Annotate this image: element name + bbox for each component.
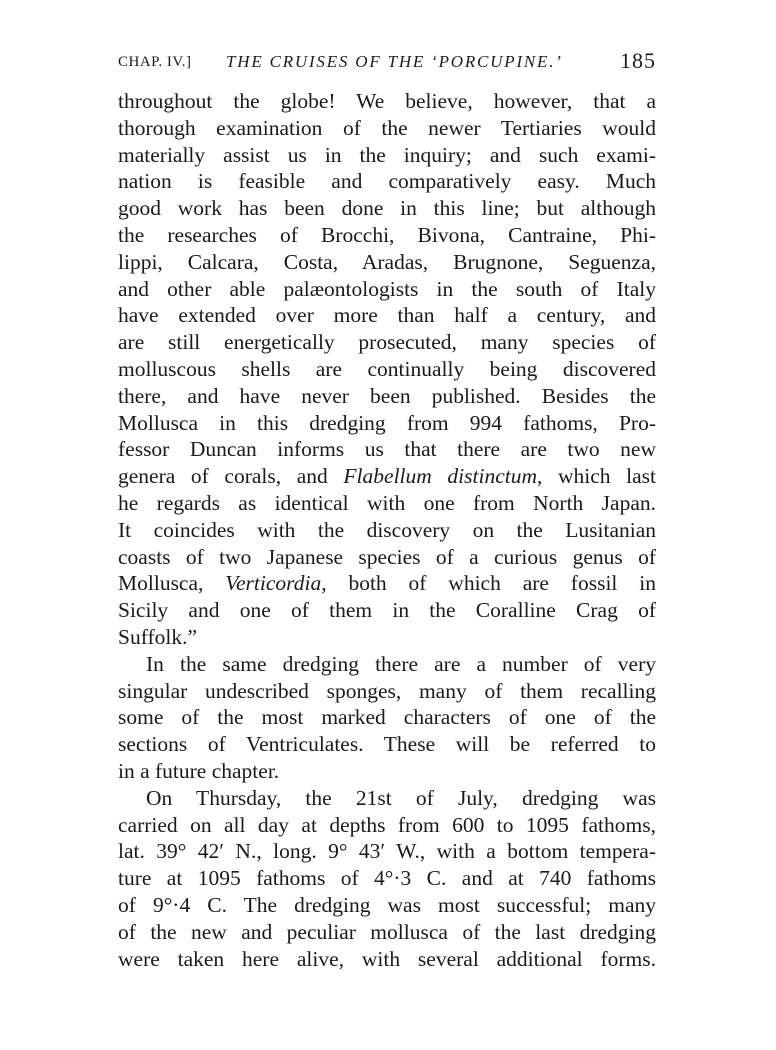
text-line: of the new and peculiar mollusca of the last dredging [118,919,656,944]
italic-genus-name: Verticordia [225,571,322,596]
text-line-with-italic [118,570,656,597]
text-line: of 9°·4 C. The dredging was most successful; many [118,892,656,917]
text-line: thorough examination of the newer Tertiaries would [118,115,656,140]
text-line: were taken here alive, with several additional forms. [118,946,656,971]
text-line: lat. 39° 42′ N., long. 9° 43′ W., with a bottom tempera- [118,839,656,864]
text-line: Sicily and one of them in the Coralline Crag of [118,598,656,623]
text-line: he regards as identical with one from North Japan. [118,490,656,515]
paragraph-end-line: Suffolk.” [118,624,198,649]
text-line: singular undescribed sponges, many of them recalling [118,678,656,703]
text-line: sections of Ventriculates. These will be referred to [118,732,656,757]
text-line: ture at 1095 fathoms of 4°·3 C. and at 740 fathoms [118,866,656,891]
text-line: and other able palæontologists in the south of Italy [118,276,656,301]
text-segment: , which last [537,464,656,489]
text-line: carried on all day at depths from 600 to 1095 fathoms, [118,812,656,837]
text-line: fessor Duncan informs us that there are two new [118,437,656,462]
text-line: lippi, Calcara, Costa, Aradas, Brugnone, Seguenza, [118,249,656,274]
running-title: THE CRUISES OF THE ‘PORCUPINE.’ [226,52,563,71]
chapter-label: CHAP. IV.] [118,54,192,70]
text-line: have extended over more than half a century, and [118,303,656,328]
text-line: Mollusca in this dredging from 994 fathoms, Pro- [118,410,656,435]
running-head [118,48,656,74]
text-line: are still energetically prosecuted, many species of [118,330,656,355]
text-line: the researches of Brocchi, Bivona, Cantraine, Phi- [118,222,656,247]
text-segment: , both of which are fossil in [321,571,656,596]
page-number: 185 [620,48,656,73]
paragraph-start-line: On Thursday, the 21st of July, dredging was [146,785,656,810]
text-segment: Mollusca, [118,571,226,596]
paragraph-end-line: in a future chapter. [118,758,280,783]
text-line: there, and have never been published. Besides the [118,383,656,408]
text-line: nation is feasible and comparatively easy. Much [118,169,656,194]
text-line: molluscous shells are continually being discovered [118,356,656,381]
text-line: coasts of two Japanese species of a curious genus of [118,544,656,569]
text-line: It coincides with the discovery on the Lusitanian [118,517,656,542]
body-text [118,88,656,972]
paragraph-start-line: In the same dredging there are a number of very [146,651,656,676]
text-line-with-italic [118,463,656,490]
text-segment: genera of corals, and [118,464,344,489]
italic-species-name: Flabellum distinctum [343,464,537,489]
text-line: materially assist us in the inquiry; and such exami- [118,142,656,167]
text-line: throughout the globe! We believe, however, that a [118,89,656,113]
text-line: good work has been done in this line; but although [118,196,656,221]
text-line: some of the most marked characters of one of the [118,705,656,730]
